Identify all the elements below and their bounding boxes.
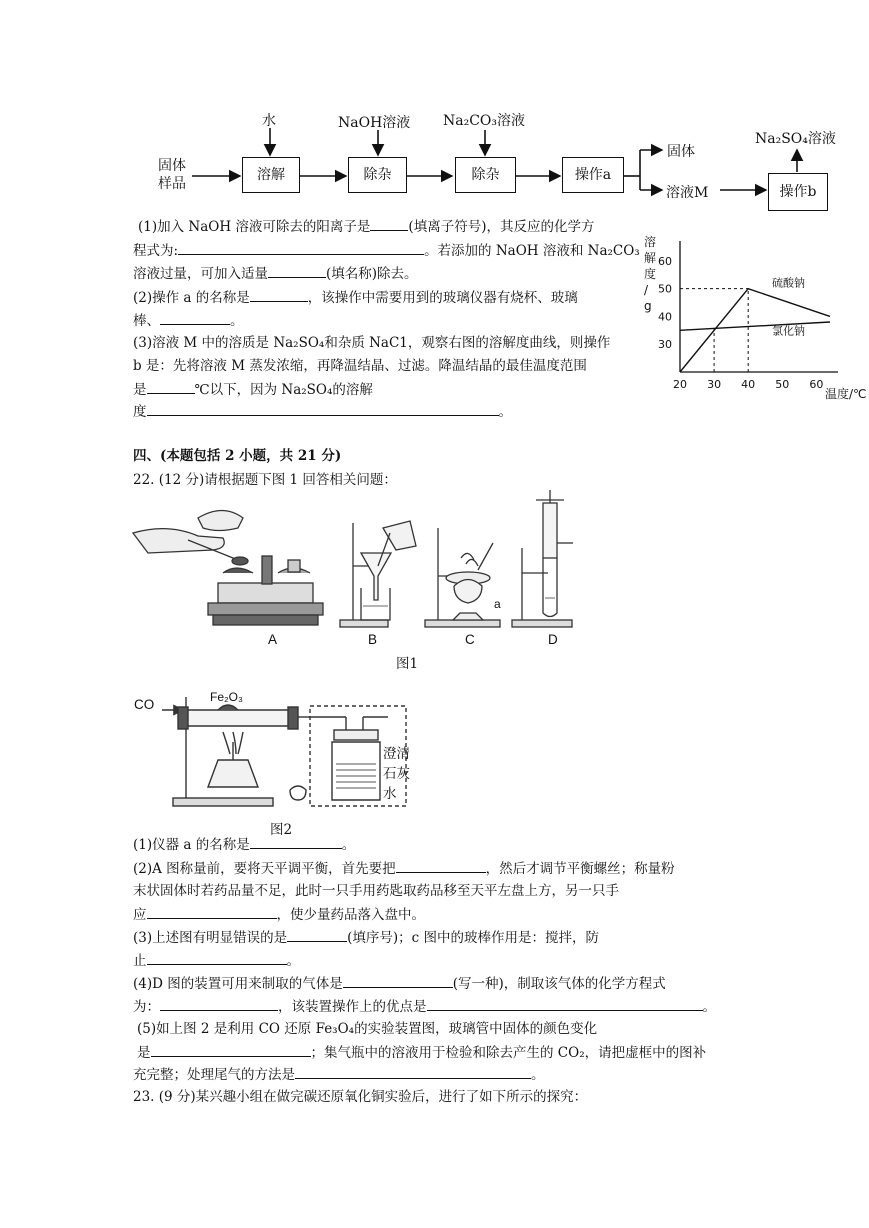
filtration-illustration bbox=[340, 521, 416, 627]
blank[interactable] bbox=[151, 1042, 311, 1057]
y-axis-label-char: 解 bbox=[644, 251, 657, 265]
section-heading: 四、(本题包括 2 小题，共 21 分) bbox=[133, 448, 342, 464]
series-line-0 bbox=[680, 289, 830, 372]
blank[interactable] bbox=[147, 904, 277, 919]
q22-line-4: 应 ，使少量药品落入盘中。 bbox=[133, 904, 425, 925]
y-tick-label: 30 bbox=[658, 338, 672, 352]
series-label-na2so4: 硫酸钠 bbox=[772, 276, 806, 290]
flow-na2so4-label: Na₂SO₄溶液 bbox=[755, 131, 836, 147]
x-tick-label: 60 bbox=[809, 378, 824, 391]
y-tick-label: 40 bbox=[658, 310, 672, 324]
flow-naoh-label: NaOH溶液 bbox=[338, 115, 411, 131]
x-tick-label: 50 bbox=[775, 378, 790, 391]
y-axis-label-char: 度 bbox=[644, 267, 657, 281]
q21-line-5: 棒、 。 bbox=[133, 310, 244, 331]
q22-intro: 22. (12 分)请根据题下图 1 回答相关问题： bbox=[133, 472, 397, 488]
q22-line-11: 充完整；处理尾气的方法是 。 bbox=[133, 1064, 545, 1085]
flow-start-label-2: 样品 bbox=[158, 176, 186, 192]
evaporation-illustration bbox=[425, 528, 500, 627]
flow-diagram bbox=[0, 0, 869, 220]
gas-generator-illustration bbox=[512, 490, 573, 627]
q21-line-3: 溶液过量，可加入适量 (填名称)除去。 bbox=[133, 263, 418, 284]
fig2-caption: 图2 bbox=[270, 822, 293, 838]
blank[interactable] bbox=[427, 996, 703, 1011]
q22-line-2: (2)A 图称量前，要将天平调平衡，首先要把 ，然后才调节平衡螺丝；称量粉 bbox=[133, 858, 675, 879]
blank[interactable] bbox=[160, 996, 278, 1011]
x-tick-label: 30 bbox=[707, 378, 722, 391]
flow-box-remove-2: 除杂 bbox=[455, 157, 516, 193]
blank[interactable] bbox=[147, 379, 195, 394]
balance-illustration bbox=[133, 511, 323, 626]
q22-line-7: (4)D 图的装置可用来制取的气体是 (写一种)，制取该气体的化学方程式 bbox=[133, 973, 666, 994]
q23-intro: 23. (9 分)某兴趣小组在做完碳还原氧化铜实验后，进行了如下所示的探究： bbox=[133, 1089, 588, 1105]
x-axis-label: 温度/℃ bbox=[825, 387, 867, 401]
blank[interactable] bbox=[396, 858, 486, 873]
q21-line-1: (1)加入 NaOH 溶液可除去的阳离子是 (填离子符号)，其反应的化学方 bbox=[138, 216, 594, 237]
fig1-label-B: B bbox=[368, 632, 378, 647]
q22-line-9: (5)如上图 2 是利用 CO 还原 Fe₃O₄的实验装置图，玻璃管中固体的颜色变化 bbox=[137, 1021, 598, 1037]
q22-line-1: (1)仪器 a 的名称是 。 bbox=[133, 834, 355, 855]
blank[interactable] bbox=[160, 310, 230, 325]
x-tick-label: 40 bbox=[741, 378, 756, 391]
q21-line-9: 度 。 bbox=[133, 401, 512, 422]
flow-solid-label: 固体 bbox=[667, 144, 695, 160]
fig1-label-a: a bbox=[494, 597, 501, 611]
flow-solution-m-label: 溶液M bbox=[666, 185, 709, 201]
fig2-bottle-label-2: 石灰 bbox=[383, 766, 410, 781]
flow-water-label: 水 bbox=[262, 113, 276, 129]
series-label-nacl: 氯化钠 bbox=[772, 324, 806, 338]
blank[interactable] bbox=[295, 1064, 531, 1079]
fig2-bottle-label-3: 水 bbox=[383, 786, 397, 801]
flow-box-remove-1: 除杂 bbox=[348, 157, 407, 193]
fig1-caption: 图1 bbox=[396, 656, 419, 672]
y-tick-label: 50 bbox=[658, 282, 672, 296]
blank[interactable] bbox=[147, 950, 287, 965]
blank[interactable] bbox=[287, 927, 347, 942]
blank[interactable] bbox=[178, 240, 424, 255]
blank[interactable] bbox=[268, 263, 326, 278]
q21-line-7: b 是：先将溶液 M 蒸发浓缩，再降温结晶、过滤。降温结晶的最佳温度范围 bbox=[133, 358, 587, 374]
flow-start-label-1: 固体 bbox=[158, 158, 186, 174]
x-tick-label: 20 bbox=[673, 378, 687, 391]
flow-box-op-a: 操作a bbox=[562, 157, 624, 193]
q22-line-6: 止 。 bbox=[133, 950, 300, 971]
q22-line-3: 末状固体时若药品量不足，此时一只手用药匙取药品移至天平左盘上方，另一只手 bbox=[133, 883, 619, 899]
flow-box-op-b: 操作b bbox=[768, 173, 828, 211]
q21-line-8: 是 ℃以下，因为 Na₂SO₄的溶解 bbox=[133, 379, 373, 400]
blank[interactable] bbox=[147, 401, 499, 416]
fig2-bottle-label-1: 澄清 bbox=[383, 746, 410, 761]
figure-1-apparatus bbox=[128, 488, 588, 673]
figure-2-apparatus bbox=[128, 672, 418, 822]
q22-line-10: 是 ；集气瓶中的溶液用于检验和除去产生的 CO₂，请把虚框中的图补 bbox=[137, 1042, 706, 1063]
q22-line-8: 为： ，该装置操作上的优点是 。 bbox=[133, 996, 716, 1017]
y-axis-label-char: / bbox=[644, 283, 649, 297]
q21-line-2: 程式为: 。若添加的 NaOH 溶液和 Na₂CO₃ bbox=[133, 240, 640, 261]
q22-line-5: (3)上述图有明显错误的是 (填序号)；c 图中的玻棒作用是：搅拌，防 bbox=[133, 927, 599, 948]
fig2-co-label: CO bbox=[134, 697, 155, 712]
y-axis-label-char: 溶 bbox=[644, 235, 657, 249]
fig2-fe2o3-label: Fe₂O₃ bbox=[210, 690, 243, 704]
y-axis-label-char: g bbox=[644, 299, 652, 313]
solubility-chart bbox=[640, 232, 869, 404]
blank[interactable] bbox=[343, 973, 453, 988]
fig1-label-D: D bbox=[548, 632, 558, 647]
q21-line-4: (2)操作 a 的名称是 ，该操作中需要用到的玻璃仪器有烧杯、玻璃 bbox=[133, 287, 578, 308]
series-line-1 bbox=[680, 322, 830, 330]
blank[interactable] bbox=[250, 287, 308, 302]
flow-na2co3-label: Na₂CO₃溶液 bbox=[443, 113, 526, 129]
q21-line-6: (3)溶液 M 中的溶质是 Na₂SO₄和杂质 NaC1，观察右图的溶解度曲线，则操作 bbox=[133, 335, 611, 351]
y-tick-label: 60 bbox=[658, 254, 672, 268]
blank[interactable] bbox=[250, 834, 342, 849]
fig1-label-C: C bbox=[465, 632, 475, 647]
fig1-label-A: A bbox=[268, 632, 278, 647]
blank[interactable] bbox=[370, 216, 408, 231]
flow-box-dissolve: 溶解 bbox=[242, 157, 300, 193]
